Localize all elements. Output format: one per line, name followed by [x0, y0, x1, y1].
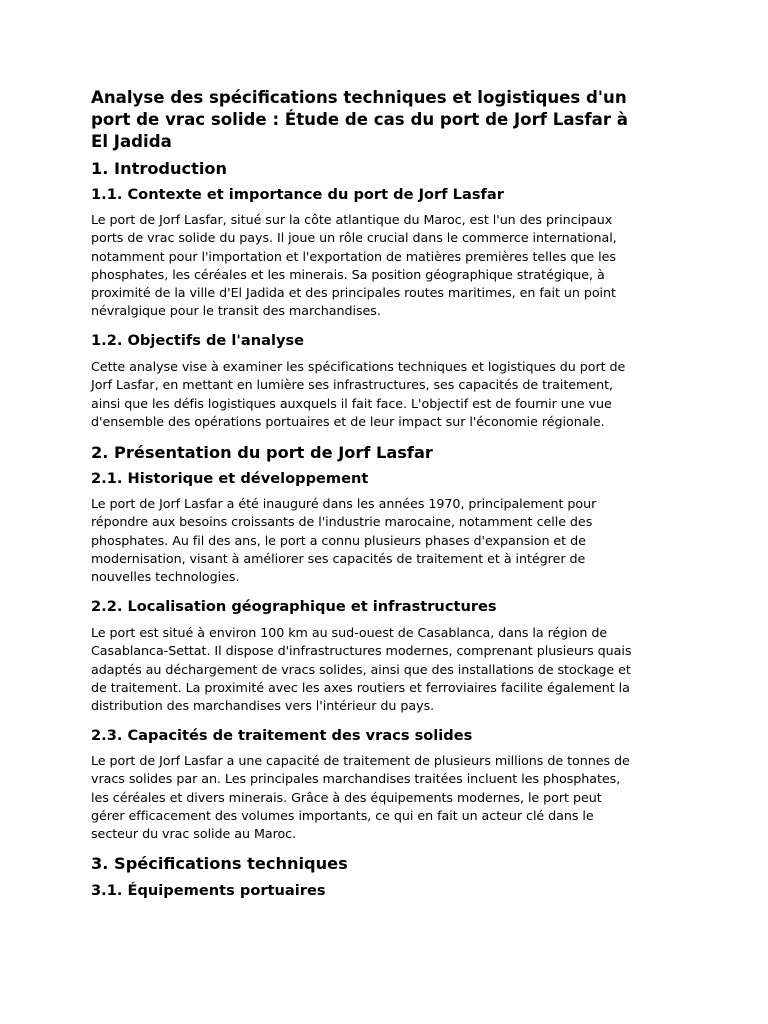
text-line: de traitement. La proximité avec les axes routiers et ferroviaires facilite également la — [91, 679, 630, 695]
text-line: adaptés au déchargement de vracs solides, ainsi que des installations de stockage et — [91, 661, 631, 677]
text-line: ainsi que les défis logistiques auxquels il fait face. L'objectif est de fournir une vue — [91, 395, 612, 411]
paragraph-objectifs — [91, 358, 625, 431]
text-line: ports de vrac solide du pays. Il joue un rôle crucial dans le commerce international, — [91, 230, 617, 246]
section-heading-introduction: 1. Introduction — [91, 159, 228, 178]
text-line: d'ensemble des opérations portuaires et de leur impact sur l'économie régionale. — [91, 413, 605, 429]
text-line: notamment pour l'importation et l'exportation de matières premières telles que les — [91, 248, 616, 264]
subsection-heading-localisation: 2.2. Localisation géographique et infrastructures — [91, 598, 497, 615]
section-heading-presentation: 2. Présentation du port de Jorf Lasfar — [91, 443, 433, 462]
text-line: Casablanca-Settat. Il dispose d'infrastructures modernes, comprenant plusieurs quais — [91, 643, 632, 659]
subsection-heading-capacites: 2.3. Capacités de traitement des vracs solides — [91, 727, 473, 744]
text-line: nouvelles technologies. — [91, 569, 240, 585]
text-line: névralgique pour le transit des marchandises. — [91, 303, 381, 319]
paragraph-localisation — [91, 624, 631, 715]
text-line: Le port est situé à environ 100 km au sud-ouest de Casablanca, dans la région de — [91, 625, 608, 640]
text-line: secteur du vrac solide au Maroc. — [91, 826, 297, 842]
document-title — [91, 87, 628, 153]
section-heading-specifications: 3. Spécifications techniques — [91, 854, 348, 873]
subsection-heading-objectifs: 1.2. Objectifs de l'analyse — [91, 332, 305, 349]
paragraph-capacites — [91, 752, 630, 843]
title-line: port de vrac solide : Étude de cas du port de Jorf Lasfar à — [91, 110, 628, 129]
text-line: Le port de Jorf Lasfar a une capacité de traitement de plusieurs millions de tonnes de — [91, 753, 630, 768]
text-line: Le port de Jorf Lasfar, situé sur la côte atlantique du Maroc, est l'un des principaux — [91, 212, 613, 227]
text-line: Jorf Lasfar, en mettant en lumière ses infrastructures, ses capacités de traitement, — [91, 377, 614, 393]
text-line: Cette analyse vise à examiner les spécifications techniques et logistiques du port de — [91, 359, 626, 374]
text-line: modernisation, visant à améliorer ses capacités de traitement et à intégrer de — [91, 550, 586, 566]
text-line: vracs solides par an. Les principales marchandises traitées incluent les phosphates, — [91, 771, 621, 787]
text-line: phosphates, les céréales et les minerais. Sa position géographique stratégique, à — [91, 266, 605, 282]
text-line: Le port de Jorf Lasfar a été inauguré dans les années 1970, principalement pour — [91, 496, 597, 511]
text-line: répondre aux besoins croissants de l'industrie marocaine, notamment celle des — [91, 514, 593, 530]
title-line: Analyse des spécifications techniques et logistiques d'un — [91, 88, 627, 107]
text-line: gérer efficacement des volumes importants, ce qui en fait un acteur clé dans le — [91, 807, 594, 823]
title-line: El Jadida — [91, 132, 172, 151]
paragraph-contexte — [91, 211, 617, 321]
text-line: phosphates. Au fil des ans, le port a connu plusieurs phases d'expansion et de — [91, 532, 586, 548]
paragraph-historique — [91, 495, 596, 586]
subsection-heading-equipements: 3.1. Équipements portuaires — [91, 882, 326, 899]
text-line: proximité de la ville d'El Jadida et des principales routes maritimes, en fait un point — [91, 285, 616, 301]
text-line: distribution des marchandises vers l'intérieur du pays. — [91, 698, 435, 714]
text-line: les céréales et divers minerais. Grâce à des équipements modernes, le port peut — [91, 789, 602, 805]
subsection-heading-historique: 2.1. Historique et développement — [91, 470, 369, 487]
subsection-heading-contexte: 1.1. Contexte et importance du port de Jorf Lasfar — [91, 186, 504, 203]
